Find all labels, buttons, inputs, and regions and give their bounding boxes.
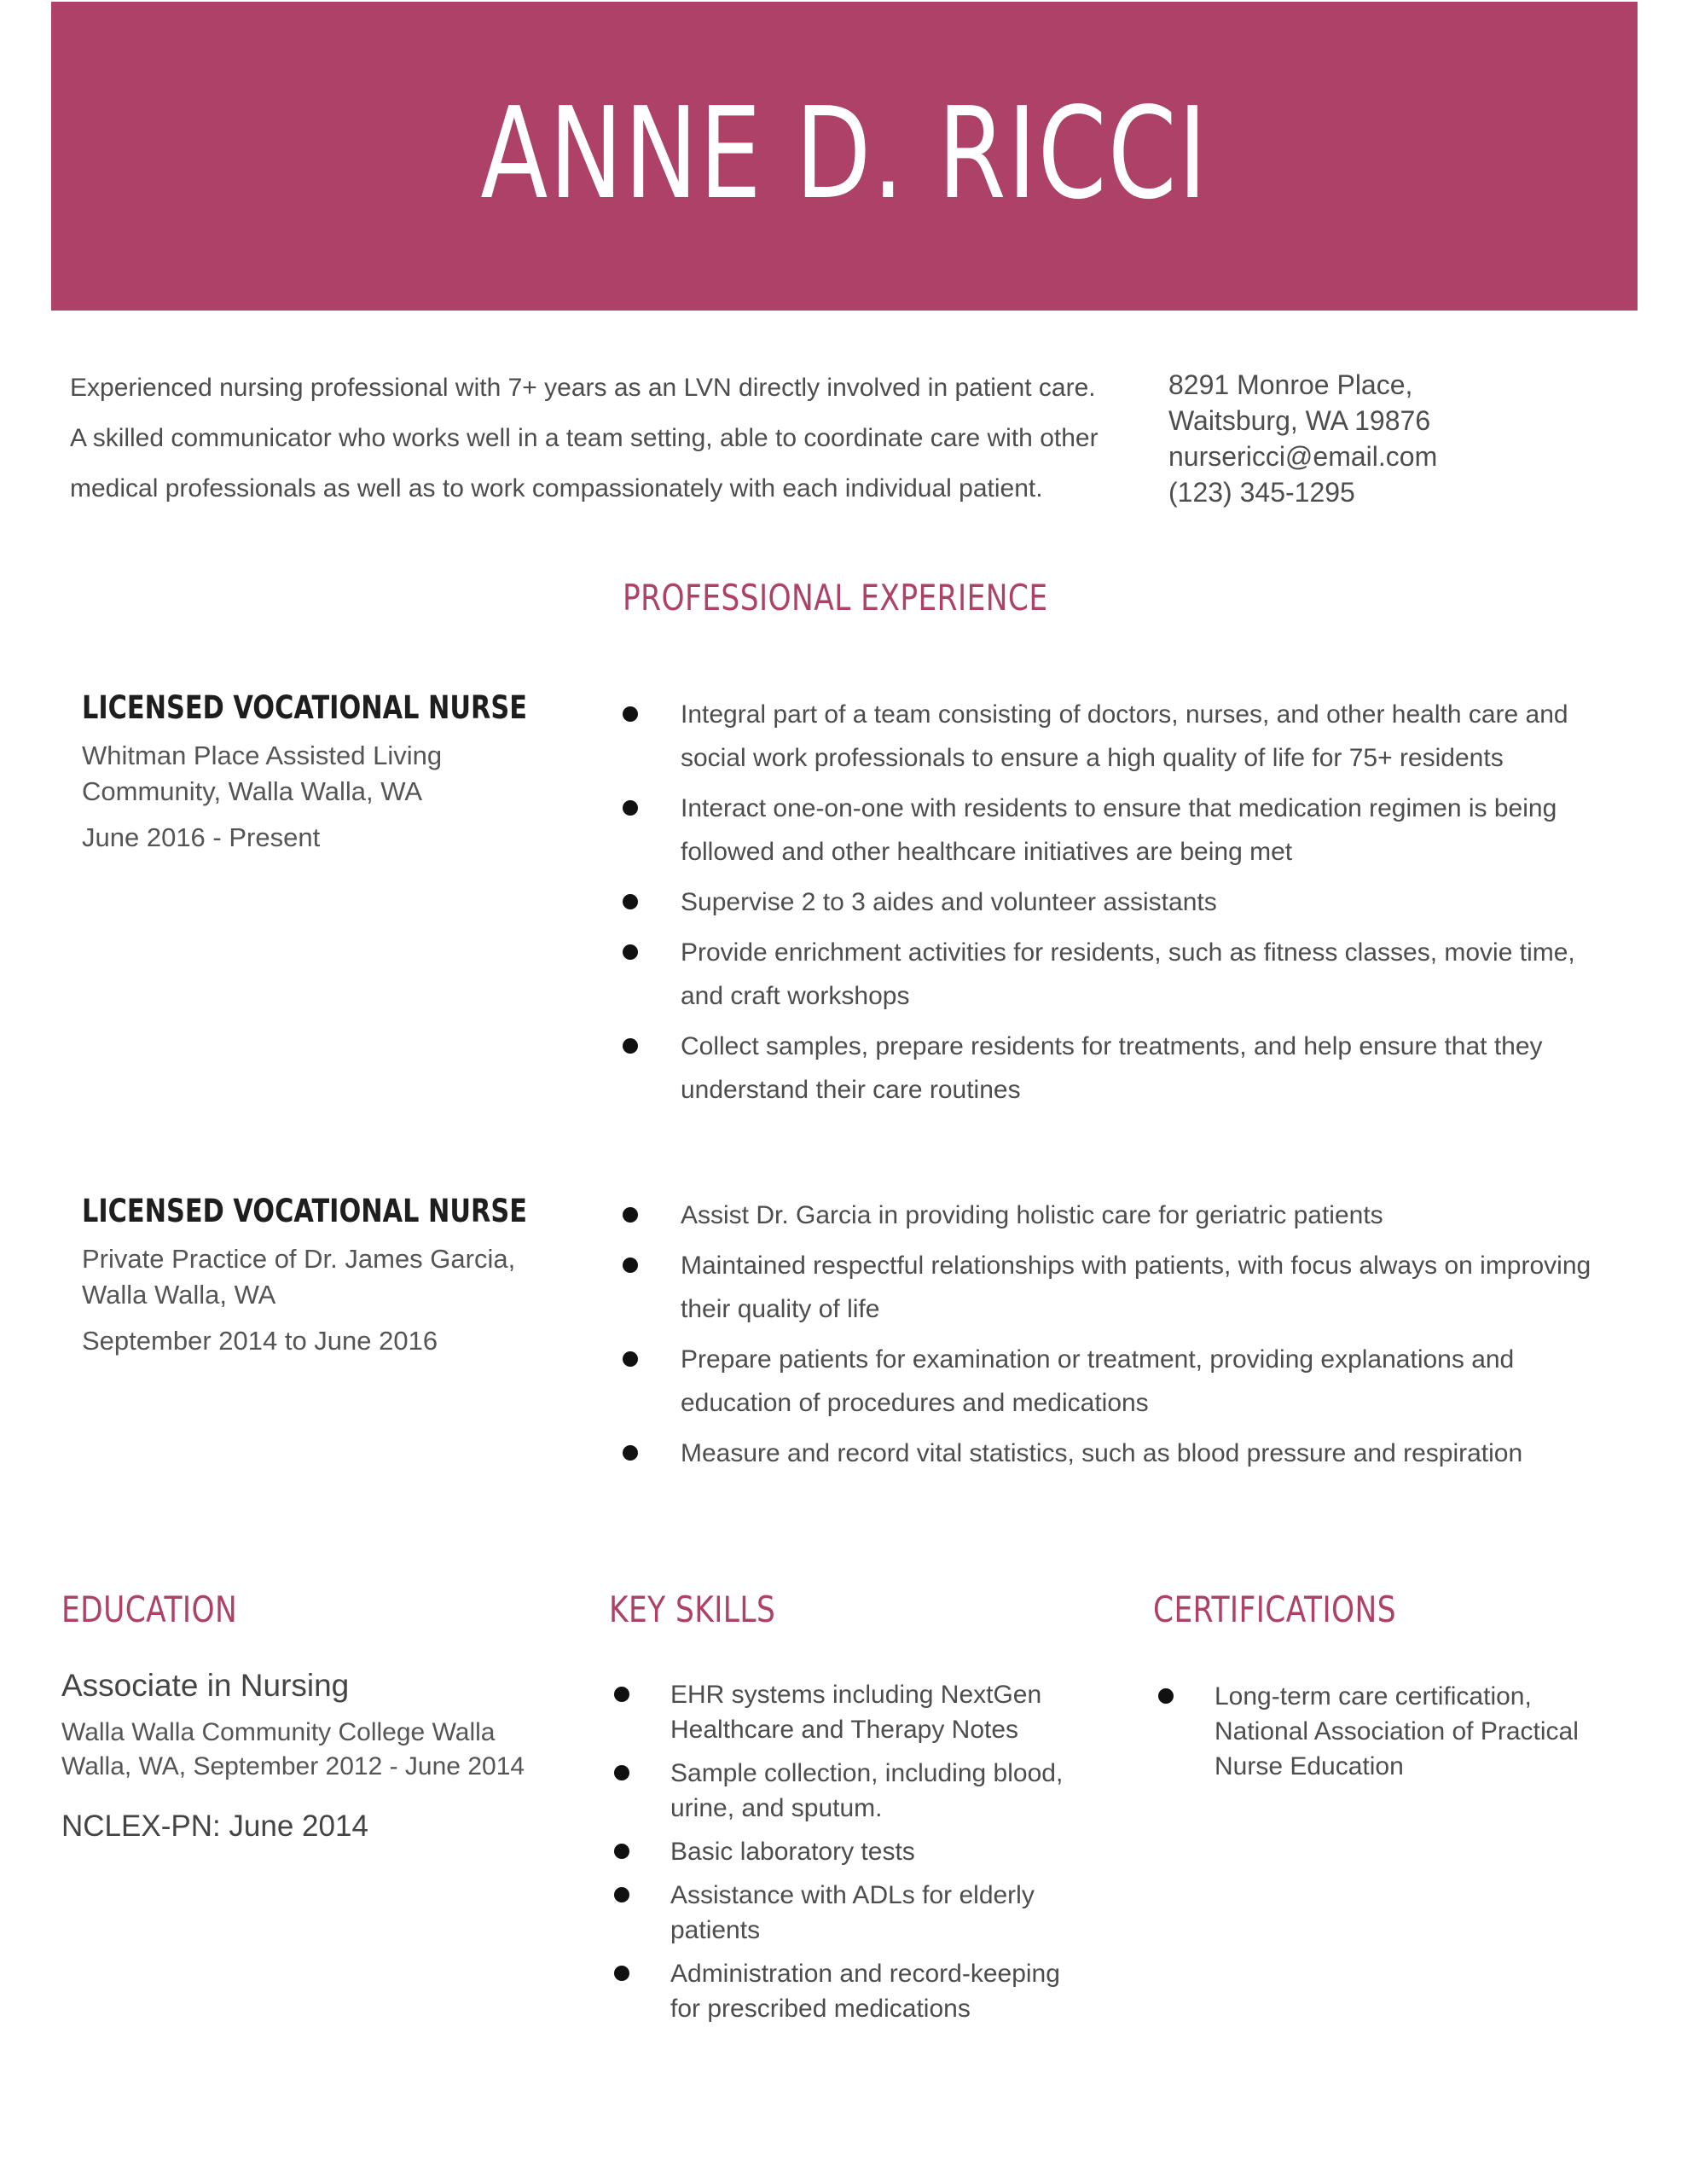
list-item: Measure and record vital statistics, such as blood pressure and respiration bbox=[621, 1432, 1593, 1475]
education-school-line-2: Walla, WA, September 2012 - June 2014 bbox=[61, 1752, 525, 1780]
job-2-org-line-1: Private Practice of Dr. James Garcia, bbox=[82, 1244, 516, 1274]
job-2-org-line-2: Walla Walla, WA bbox=[82, 1280, 276, 1310]
email-address: nursericci@email.com bbox=[1168, 441, 1438, 472]
education-school-line-1: Walla Walla Community College Walla bbox=[61, 1718, 496, 1746]
list-item: Provide enrichment activities for residents, such as fitness classes, movie time, and craft workshops bbox=[621, 931, 1593, 1018]
job-1-details bbox=[82, 689, 559, 856]
job-2-bullets bbox=[621, 1194, 1593, 1482]
list-item: Basic laboratory tests bbox=[612, 1834, 1090, 1869]
bullet-dot-icon bbox=[614, 1687, 629, 1702]
certifications-heading: CERTIFICATIONS bbox=[1153, 1589, 1397, 1630]
list-item: EHR systems including NextGen Healthcare and Therapy Notes bbox=[612, 1677, 1090, 1747]
list-item: Integral part of a team consisting of doctors, nurses, and other health care and social work professionals to ensure a high quality of life for 75+ residents bbox=[621, 693, 1593, 780]
job-1-dates: June 2016 - Present bbox=[82, 822, 321, 852]
bullet-dot-icon bbox=[623, 706, 638, 722]
bullet-dot-icon bbox=[1158, 1688, 1174, 1704]
job-1-title: LICENSED VOCATIONAL NURSE bbox=[82, 689, 527, 726]
address-line-2: Waitsburg, WA 19876 bbox=[1168, 405, 1431, 436]
education-degree: Associate in Nursing bbox=[61, 1668, 350, 1703]
contact-block bbox=[1168, 367, 1612, 510]
bullet-dot-icon bbox=[614, 1887, 629, 1902]
list-item: Prepare patients for examination or treatment, providing explanations and education of procedures and medications bbox=[621, 1338, 1593, 1425]
bullet-dot-icon bbox=[614, 1765, 629, 1780]
bullet-dot-icon bbox=[623, 1258, 638, 1273]
list-item: Supervise 2 to 3 aides and volunteer assistants bbox=[621, 880, 1593, 924]
list-item: Sample collection, including blood, urine, and sputum. bbox=[612, 1756, 1090, 1826]
education-license: NCLEX-PN: June 2014 bbox=[61, 1809, 368, 1843]
certifications-list bbox=[1157, 1679, 1617, 1792]
header-band bbox=[51, 2, 1638, 311]
bullet-dot-icon bbox=[623, 1351, 638, 1367]
list-item: Assist Dr. Garcia in providing holistic care for geriatric patients bbox=[621, 1194, 1593, 1237]
bullet-dot-icon bbox=[623, 944, 638, 960]
bullet-dot-icon bbox=[623, 894, 638, 909]
education-heading: EDUCATION bbox=[61, 1589, 238, 1630]
skills-heading: KEY SKILLS bbox=[609, 1589, 776, 1630]
job-2-details bbox=[82, 1193, 559, 1359]
list-item: Assistance with ADLs for elderly patients bbox=[612, 1878, 1090, 1948]
job-2-title: LICENSED VOCATIONAL NURSE bbox=[82, 1193, 527, 1229]
bullet-dot-icon bbox=[614, 1844, 629, 1859]
bullet-dot-icon bbox=[623, 1207, 638, 1223]
bullet-dot-icon bbox=[614, 1966, 629, 1981]
professional-summary: Experienced nursing professional with 7+ years as an LVN directly involved in patient care. A skilled communicator who works well in a team setting, able to coordinate care with other medical professionals as well as to work compassionately with each individual patient. bbox=[70, 374, 1099, 502]
job-1-org-line-1: Whitman Place Assisted Living bbox=[82, 741, 443, 770]
list-item: Collect samples, prepare residents for treatments, and help ensure that they understand their care routines bbox=[621, 1025, 1593, 1112]
job-1-bullets bbox=[621, 693, 1593, 1118]
address-line-1: 8291 Monroe Place, bbox=[1168, 369, 1413, 400]
bullet-dot-icon bbox=[623, 800, 638, 816]
experience-heading: PROFESSIONAL EXPERIENCE bbox=[623, 577, 1048, 619]
education-block bbox=[61, 1668, 539, 1844]
list-item: Administration and record-keeping for prescribed medications bbox=[612, 1956, 1090, 2026]
skills-list bbox=[612, 1677, 1090, 2035]
candidate-name: ANNE D. RICCI bbox=[480, 80, 1209, 227]
list-item: Interact one-on-one with residents to ensure that medication regimen is being followed and other healthcare initiatives are being met bbox=[621, 787, 1593, 874]
list-item: Long-term care certification, National Association of Practical Nurse Education bbox=[1157, 1679, 1617, 1784]
list-item: Maintained respectful relationships with patients, with focus always on improving their quality of life bbox=[621, 1244, 1593, 1331]
phone-number: (123) 345-1295 bbox=[1168, 477, 1355, 508]
bullet-dot-icon bbox=[623, 1445, 638, 1461]
job-1-org-line-2: Community, Walla Walla, WA bbox=[82, 776, 423, 806]
job-2-dates: September 2014 to June 2016 bbox=[82, 1326, 438, 1356]
bullet-dot-icon bbox=[623, 1038, 638, 1054]
